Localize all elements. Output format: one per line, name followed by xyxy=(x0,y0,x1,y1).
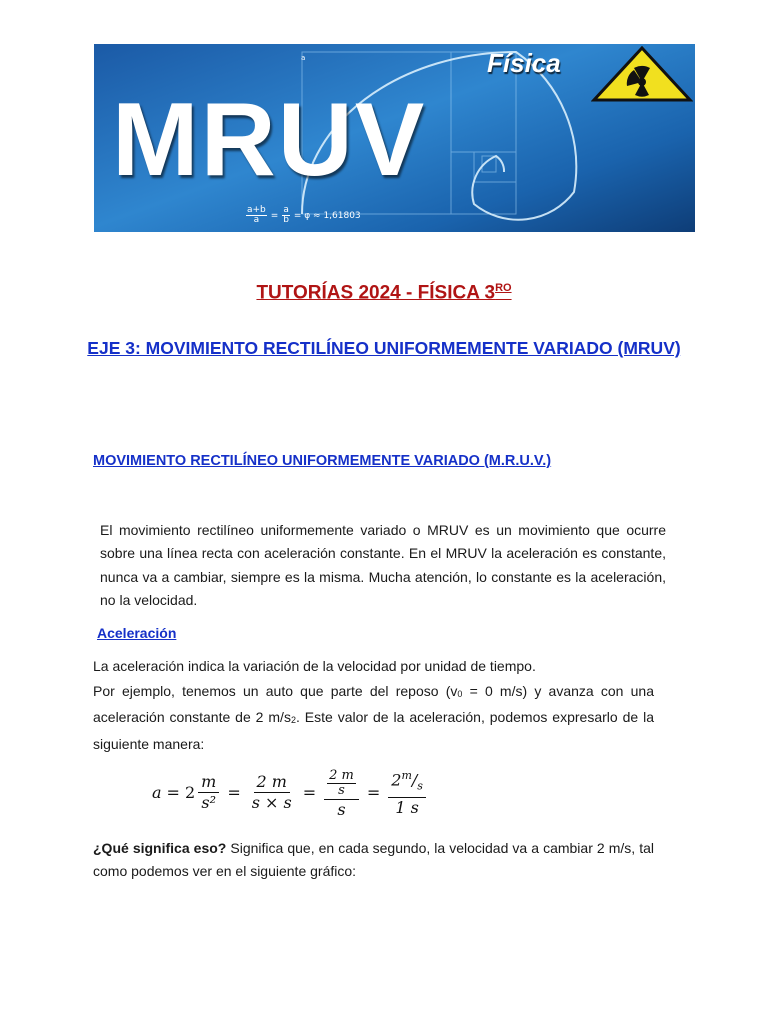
page-title-superscript: RO xyxy=(495,282,512,294)
eq-f4-num: $2^m/_s$ xyxy=(388,767,426,798)
eq-f3-inner-den: s xyxy=(338,783,345,798)
example-text-b: = 0 m/s) y avanza con una aceleración constante de 2 m/s xyxy=(93,683,654,726)
eq-coefficient: 2 xyxy=(184,782,196,802)
eje-title: EJE 3: MOVIMIENTO RECTILÍNEO UNIFORMEMENTE VARIADO (MRUV) xyxy=(87,338,681,358)
eq-fraction-2 xyxy=(249,773,295,812)
banner-title: MRUV xyxy=(112,82,427,198)
eq-equals-4: = xyxy=(366,782,381,802)
header-banner xyxy=(94,44,695,232)
meaning-paragraph xyxy=(93,837,654,884)
eq-fraction-4 xyxy=(388,767,426,817)
example-subscript-0: 0 xyxy=(457,689,463,699)
page-title-text: TUTORÍAS 2024 - FÍSICA 3 xyxy=(256,282,496,304)
example-subscript-2: 2 xyxy=(290,715,296,726)
banner-subject: Física xyxy=(487,48,561,78)
eq-f3-inner-fraction xyxy=(327,769,356,798)
example-text-a: Por ejemplo, tenemos un auto que parte del reposo (v xyxy=(93,683,458,699)
eq-f1-den: s² xyxy=(201,792,217,812)
eq-f4-den: 1 s xyxy=(395,797,419,817)
meaning-question: ¿Qué significa eso? xyxy=(93,840,227,856)
eq-f4-s: s xyxy=(417,779,423,793)
eq-f2-num: 2 m xyxy=(254,773,290,793)
eq-fraction-1 xyxy=(198,773,219,812)
golden-ratio-formula xyxy=(246,206,361,225)
page-title xyxy=(0,282,768,304)
eq-f4-coef: 2 xyxy=(391,770,402,790)
eq-f2-den: s × s xyxy=(251,792,292,812)
eq-fraction-3 xyxy=(324,765,359,819)
radiation-warning-icon xyxy=(591,46,693,102)
formula-num-1: a+b xyxy=(247,205,266,215)
formula-num-2: a xyxy=(283,205,289,215)
meaning-answer: Significa que, en cada segundo, la velocidad va a cambiar 2 m/s, tal como podemos ver en el siguiente gráfico: xyxy=(93,840,655,880)
formula-phi: = φ ≈ 1,61803 xyxy=(293,210,361,221)
intro-paragraph: El movimiento rectilíneo uniformemente variado o MRUV es un movimiento que ocurre sobre una línea recta con aceleración constante. En el MRUV la aceleración es constante, nunca va a cambiar, siempre es la misma. Mucha atención, lo constante es la aceleración, no la velocidad. xyxy=(100,522,666,608)
eq-f4-m: m xyxy=(401,769,412,783)
formula-den-1: a xyxy=(253,215,260,225)
eq-f3-num xyxy=(324,765,359,800)
acceleration-heading: Aceleración xyxy=(97,625,177,641)
eq-equals-3: = xyxy=(302,782,317,802)
formula-equals: = xyxy=(270,210,279,221)
section-heading: MOVIMIENTO RECTILÍNEO UNIFORMEMENTE VARIADO (M.R.U.V.) xyxy=(93,453,552,469)
eq-f1-num: m xyxy=(198,773,219,793)
acceleration-definition: La aceleración indica la variación de la velocidad por unidad de tiempo. xyxy=(93,658,536,674)
eq-lhs: a xyxy=(152,782,162,802)
example-text-c: . Este valor de la aceleración, podemos expresarlo de la siguiente manera: xyxy=(93,709,654,752)
spiral-label: a xyxy=(301,54,306,62)
eq-equals-1: = xyxy=(166,782,180,802)
acceleration-equation xyxy=(152,760,429,824)
example-paragraph xyxy=(93,680,654,756)
eq-f3-inner-num: 2 m xyxy=(329,768,354,783)
eq-equals-2: = xyxy=(227,782,241,802)
eq-f3-den: s xyxy=(337,800,346,819)
formula-den-2: b xyxy=(283,215,289,225)
